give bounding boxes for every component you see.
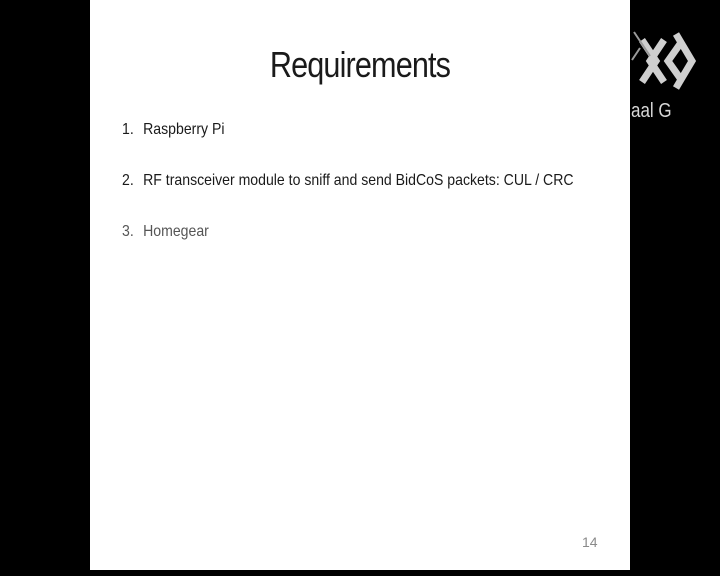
list-item <box>122 169 574 220</box>
requirements-list <box>122 118 635 271</box>
diamond-chevron-logo-icon <box>628 26 698 96</box>
list-item-text: Raspberry Pi <box>143 121 225 138</box>
slide-page-number: 14 <box>582 534 598 550</box>
presentation-slide <box>90 0 630 570</box>
list-item-number: 2. <box>122 172 134 189</box>
logo-text: aal G <box>631 100 672 122</box>
list-item <box>122 118 574 169</box>
slide-title: Requirements <box>269 44 451 85</box>
list-item-text: Homegear <box>143 223 209 240</box>
list-item-number: 3. <box>122 223 134 240</box>
list-item <box>122 220 574 271</box>
list-item-number: 1. <box>122 121 134 138</box>
list-item-text: RF transceiver module to sniff and send BidCoS packets: CUL / CRC <box>143 172 574 189</box>
